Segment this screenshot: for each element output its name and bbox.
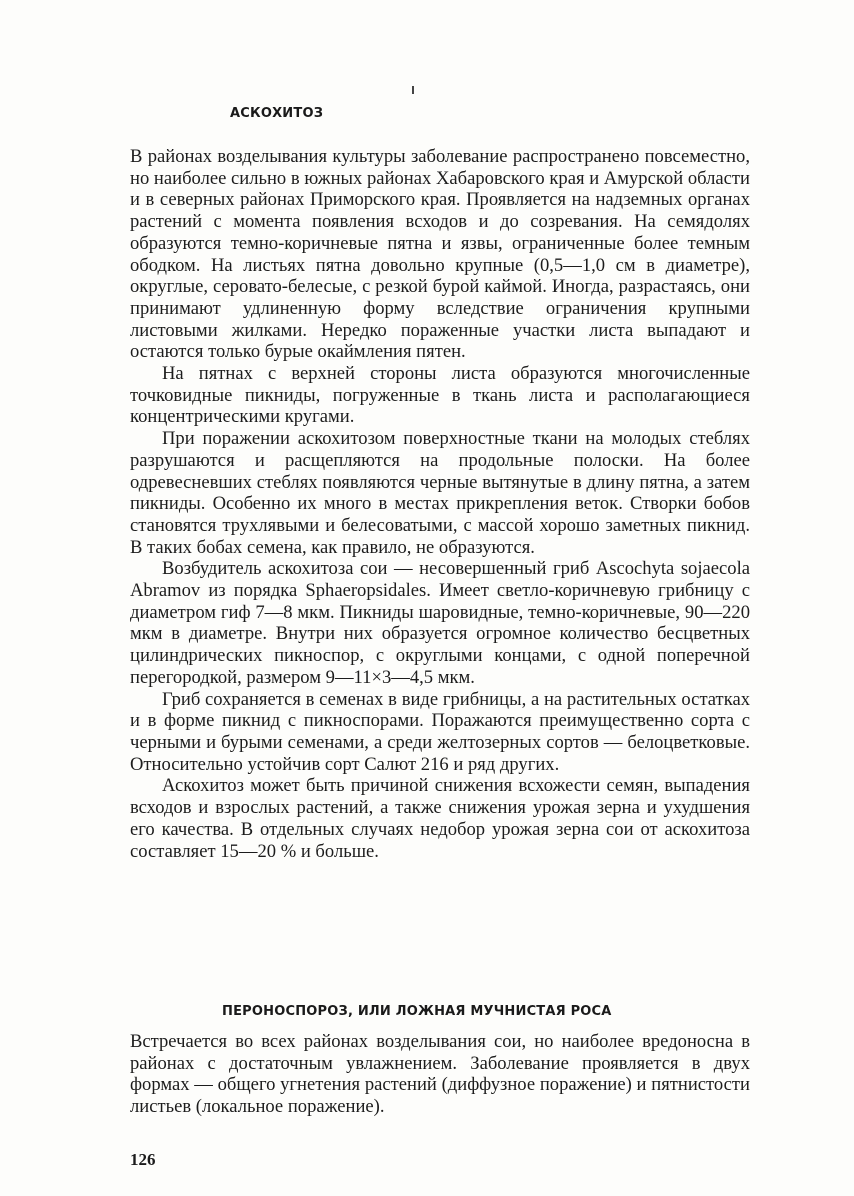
paragraph: Встречается во всех районах возделывания сои, но наиболее вредоносна в районах с достаточным увлажнением. Заболевание проявляется в двух формах — общего угнетения растений (диффузное поражение) и пятнистости листьев (локальное поражение).: [130, 1031, 750, 1118]
section-body-peronosporosis: [130, 1031, 750, 1118]
section-title-ascochyta: АСКОХИТОЗ: [230, 106, 324, 121]
section-body-ascochyta: [130, 146, 750, 862]
section-title-peronosporosis: ПЕРОНОСПОРОЗ, ИЛИ ЛОЖНАЯ МУЧНИСТАЯ РОСА: [222, 1004, 612, 1019]
paragraph: В районах возделывания культуры заболевание распространено повсеместно, но наиболее сильно в южных районах Хабаровского края и Амурской области и в северных районах Приморского края. Проявляется на надземных органах растений с момента появления всходов и до созревания. На семядолях образуются темно-коричневые пятна и язвы, ограниченные более темным ободком. На листьях пятна довольно крупные (0,5—1,0 см в диаметре), округлые, серовато-белесые, с резкой бурой каймой. Иногда, разрастаясь, они принимают удлиненную форму вследствие ограничения крупными листовыми жилками. Нередко пораженные участки листа выпадают и остаются только бурые окаймления пятен.: [130, 146, 750, 363]
paragraph: Аскохитоз может быть причиной снижения всхожести семян, выпадения всходов и взрослых растений, а также снижения урожая зерна и ухудшения его качества. В отдельных случаях недобор урожая зерна сои от аскохитоза составляет 15—20 % и больше.: [130, 775, 750, 862]
print-mark: [412, 86, 414, 94]
paragraph: На пятнах с верхней стороны листа образуются многочисленные точковидные пикниды, погруженные в ткань листа и располагающиеся концентрическими кругами.: [130, 363, 750, 428]
page-number: 126: [130, 1150, 156, 1169]
paragraph: Гриб сохраняется в семенах в виде грибницы, а на растительных остатках и в форме пикнид с пикноспорами. Поражаются преимущественно сорта с черными и бурыми семенами, а среди желтозерных сортов — белоцветковые. Относительно устойчив сорт Салют 216 и ряд других.: [130, 688, 750, 775]
paragraph: При поражении аскохитозом поверхностные ткани на молодых стеблях разрушаются и расщепляются на продольные полоски. На более одревесневших стеблях появляются черные вытянутые в длину пятна, а затем пикниды. Особенно их много в местах прикрепления веток. Створки бобов становятся трухлявыми и белесоватыми, с массой хорошо заметных пикнид. В таких бобах семена, как правило, не образуются.: [130, 428, 750, 558]
paragraph: Возбудитель аскохитоза сои — несовершенный гриб Ascochyta sojaecola Abramov из порядка Sphaeropsidales. Имеет светло-коричневую грибницу с диаметром гиф 7—8 мкм. Пикниды шаровидные, темно-коричневые, 90—220 мкм в диаметре. Внутри них образуется огромное количество бесцветных цилиндрических пикноспор, с округлыми концами, с одной поперечной перегородкой, размером 9—11×3—4,5 мкм.: [130, 558, 750, 688]
